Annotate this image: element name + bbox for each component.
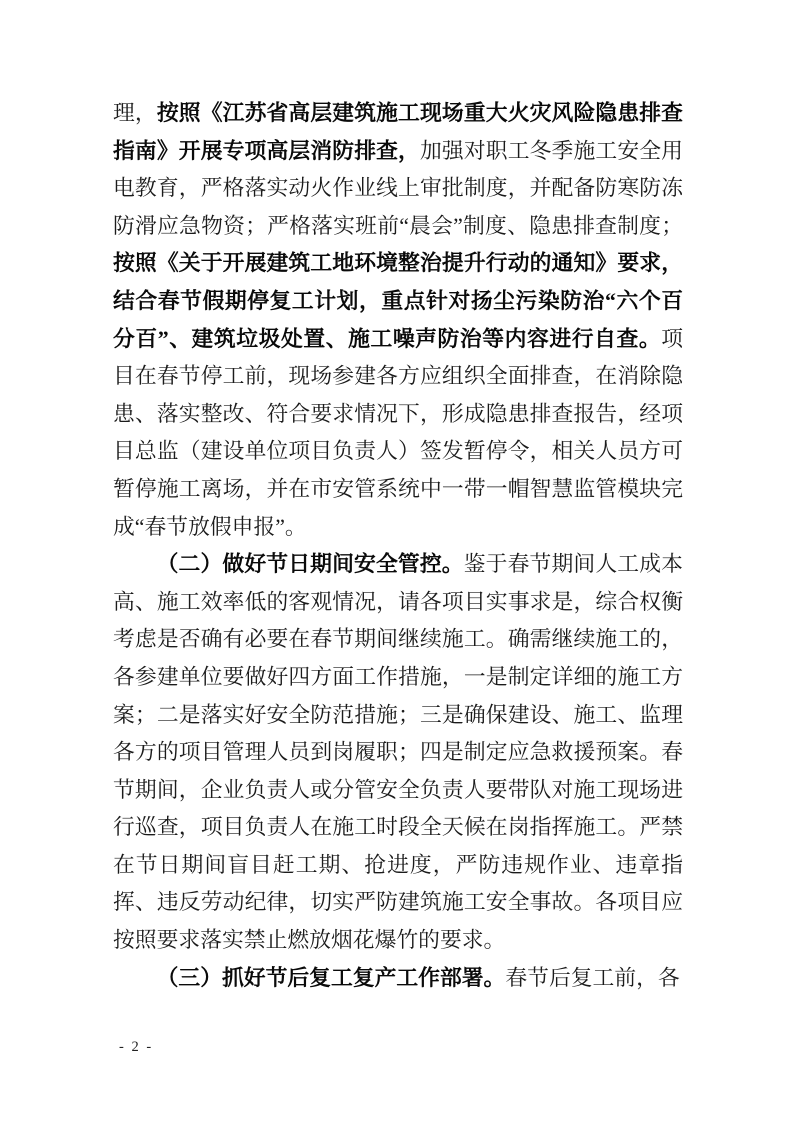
paragraph-2-section-two (113, 546, 683, 960)
text-run: 加强对职工冬季施工安全用电教育，严格落实动火作业线上审批制度，并配备防寒防冻防滑应急物资；严格落实班前“晨会”制度、隐患排查制度； (113, 138, 683, 238)
bold-text-run: （二）做好节日期间安全管控。 (156, 552, 464, 577)
document-body (113, 95, 683, 997)
text-run: 春节后复工前，各 (505, 965, 680, 990)
bold-text-run: 按照《关于开展建筑工地环境整治提升行动的通知》要求，结合春节假期停复工计划，重点针对扬尘污染防治“六个百分百”、建筑垃圾处置、施工噪声防治等内容进行自查。 (113, 251, 683, 351)
bold-text-run: （三）抓好节后复工复产工作部署。 (156, 965, 506, 990)
bold-text-run: 按照《江苏省高层建筑施工现场重大火灾风险隐患排查指南》开展专项高层消防排查， (113, 101, 683, 163)
text-run: 项目在春节停工前，现场参建各方应组织全面排查，在消除隐患、落实整改、符合要求情况下，形成隐患排查报告，经项目总监（建设单位项目负责人）签发暂停令，相关人员方可暂停施工离场，并在市安管系统中一带一帽智慧监管模块完成“春节放假申报”。 (113, 326, 683, 539)
paragraph-3-section-three (113, 960, 683, 998)
text-run: 理， (113, 101, 157, 125)
paragraph-1-continuation (113, 95, 683, 546)
page-number: - 2 - (119, 1039, 154, 1055)
text-run: 鉴于春节期间人工成本高、施工效率低的客观情况，请各项目实事求是，综合权衡考虑是否确有必要在春节期间继续施工。确需继续施工的，各参建单位要做好四方面工作措施，一是制定详细的施工方案；二是落实好安全防范措施；三是确保建设、施工、监理各方的项目管理人员到岗履职；四是制定应急救援预案。春节期间，企业负责人或分管安全负责人要带队对施工现场进行巡查，项目负责人在施工时段全天候在岗指挥施工。严禁在节日期间盲目赶工期、抢进度，严防违规作业、违章指挥、违反劳动纪律，切实严防建筑施工安全事故。各项目应按照要求落实禁止燃放烟花爆竹的要求。 (113, 552, 683, 953)
